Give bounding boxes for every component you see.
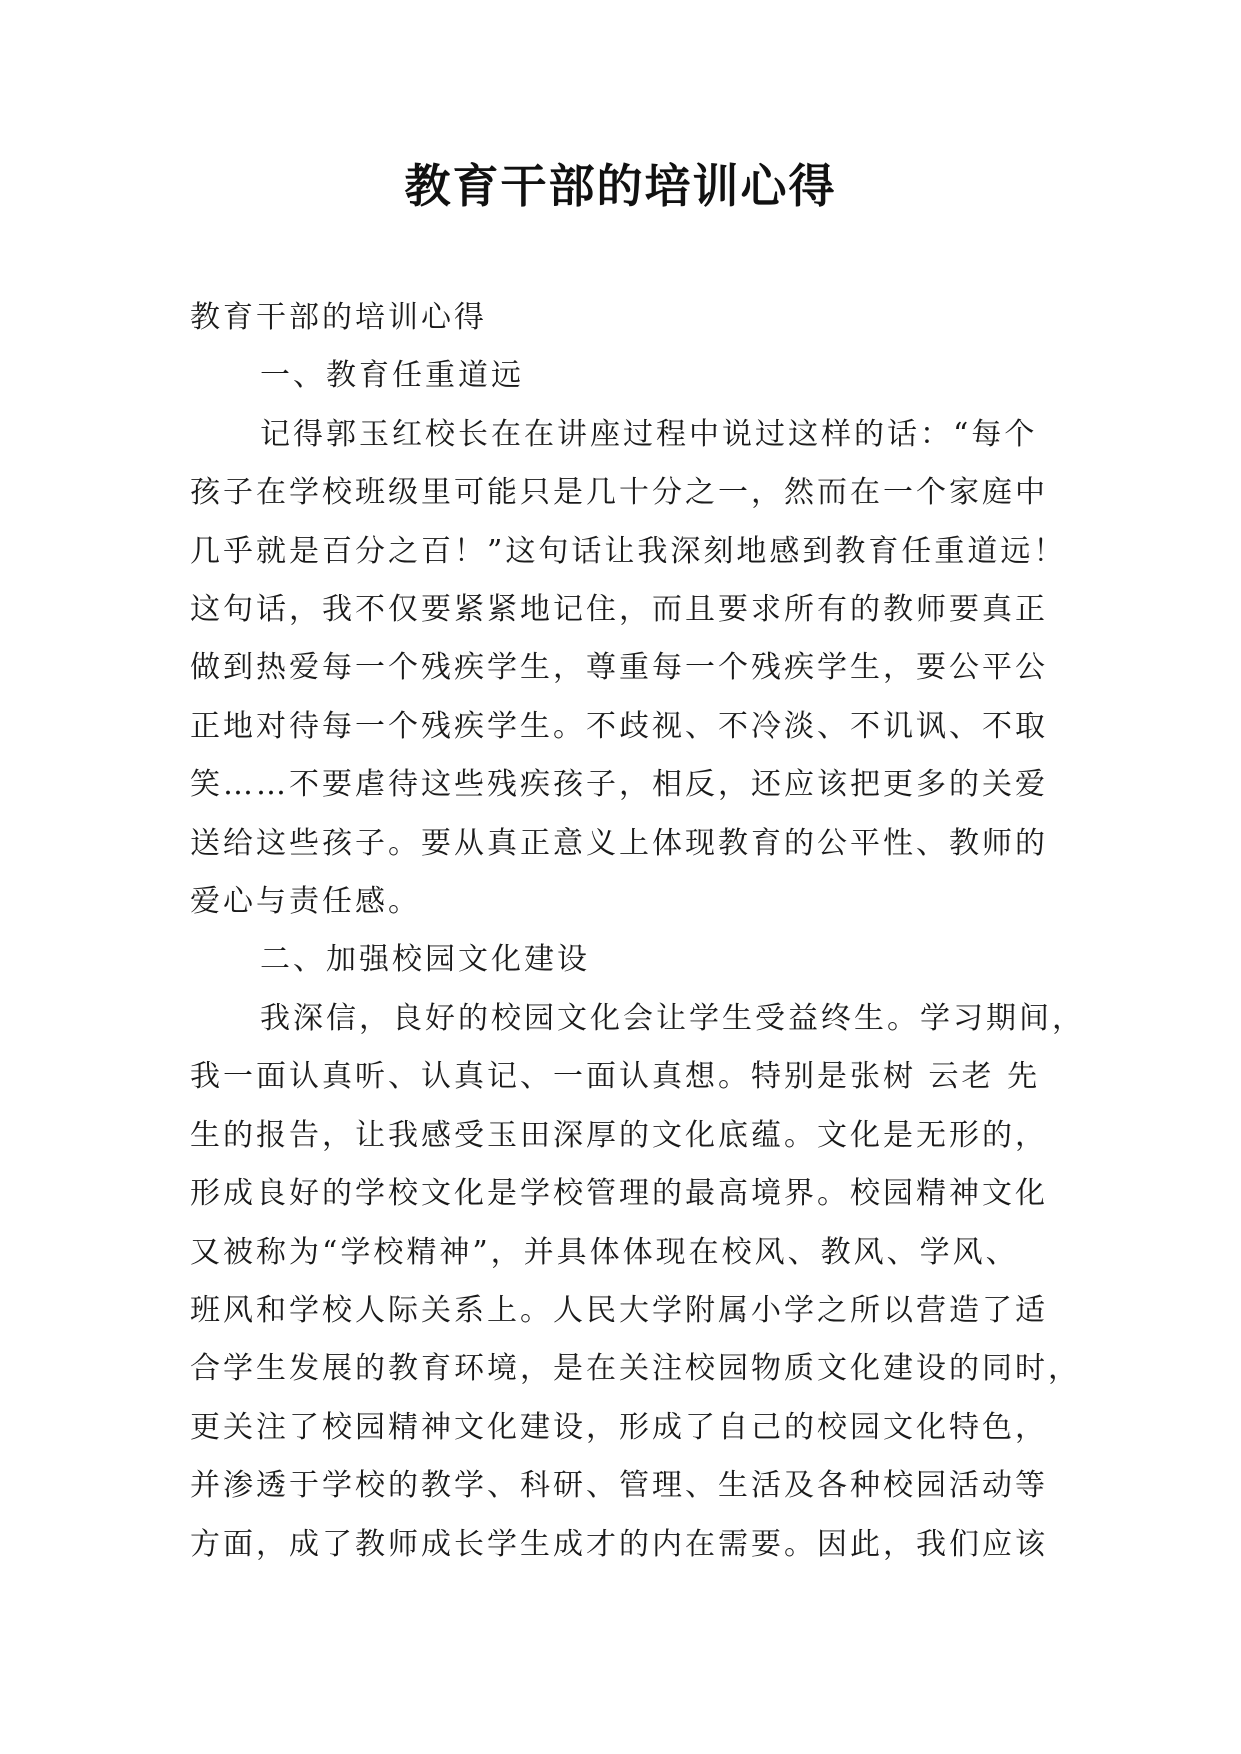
text-line: 正地对待每一个残疾学生。不歧视、不冷淡、不讥讽、不取 [190, 708, 1048, 744]
page-title: 教育干部的培训心得 [404, 159, 837, 213]
text-line: 二、加强校园文化建设 [260, 942, 590, 978]
text-line: 送给这些孩子。要从真正意义上体现教育的公平性、教师的 [190, 825, 1048, 861]
text-line: 爱心与责任感。 [190, 884, 421, 920]
text-line: 形成良好的学校文化是学校管理的最高境界。校园精神文化 [190, 1176, 1048, 1212]
text-line: 生的报告，让我感受玉田深厚的文化底蕴。文化是无形的， [190, 1117, 1048, 1153]
text-line: 记得郭玉红校长在在讲座过程中说过这样的话：“每个 [260, 416, 1038, 452]
text-line: 班风和学校人际关系上。人民大学附属小学之所以营造了适 [190, 1292, 1048, 1328]
text-line: 更关注了校园精神文化建设，形成了自己的校园文化特色， [190, 1409, 1048, 1445]
text-line: 我深信，良好的校园文化会让学生受益终生。学习期间， [260, 1000, 1085, 1036]
text-line: 又被称为“学校精神”，并具体体现在校风、教风、学风、 [190, 1234, 1019, 1270]
text-line: 合学生发展的教育环境，是在关注校园物质文化建设的同时， [190, 1351, 1081, 1387]
text-line: 并渗透于学校的教学、科研、管理、生活及各种校园活动等 [190, 1468, 1048, 1504]
text-line: 教育干部的培训心得 [190, 300, 487, 335]
text-line: 这句话，我不仅要紧紧地记住，而且要求所有的教师要真正 [190, 592, 1048, 628]
text-line: 孩子在学校班级里可能只是几十分之一，然而在一个家庭中 [190, 475, 1048, 511]
document-body [190, 289, 1085, 1574]
text-line: 几乎就是百分之百！”这句话让我深刻地感到教育任重道远！ [190, 533, 1067, 569]
text-line: 笑……不要虐待这些残疾孩子，相反，还应该把更多的关爱 [190, 767, 1048, 803]
text-line: 我一面认真听、认真记、一面认真想。特别是张树 云老 先 [190, 1059, 1041, 1095]
text-line: 做到热爱每一个残疾学生，尊重每一个残疾学生，要公平公 [190, 650, 1048, 686]
text-line: 一、教育任重道远 [260, 358, 524, 394]
text-line: 方面，成了教师成长学生成才的内在需要。因此，我们应该 [190, 1526, 1048, 1562]
